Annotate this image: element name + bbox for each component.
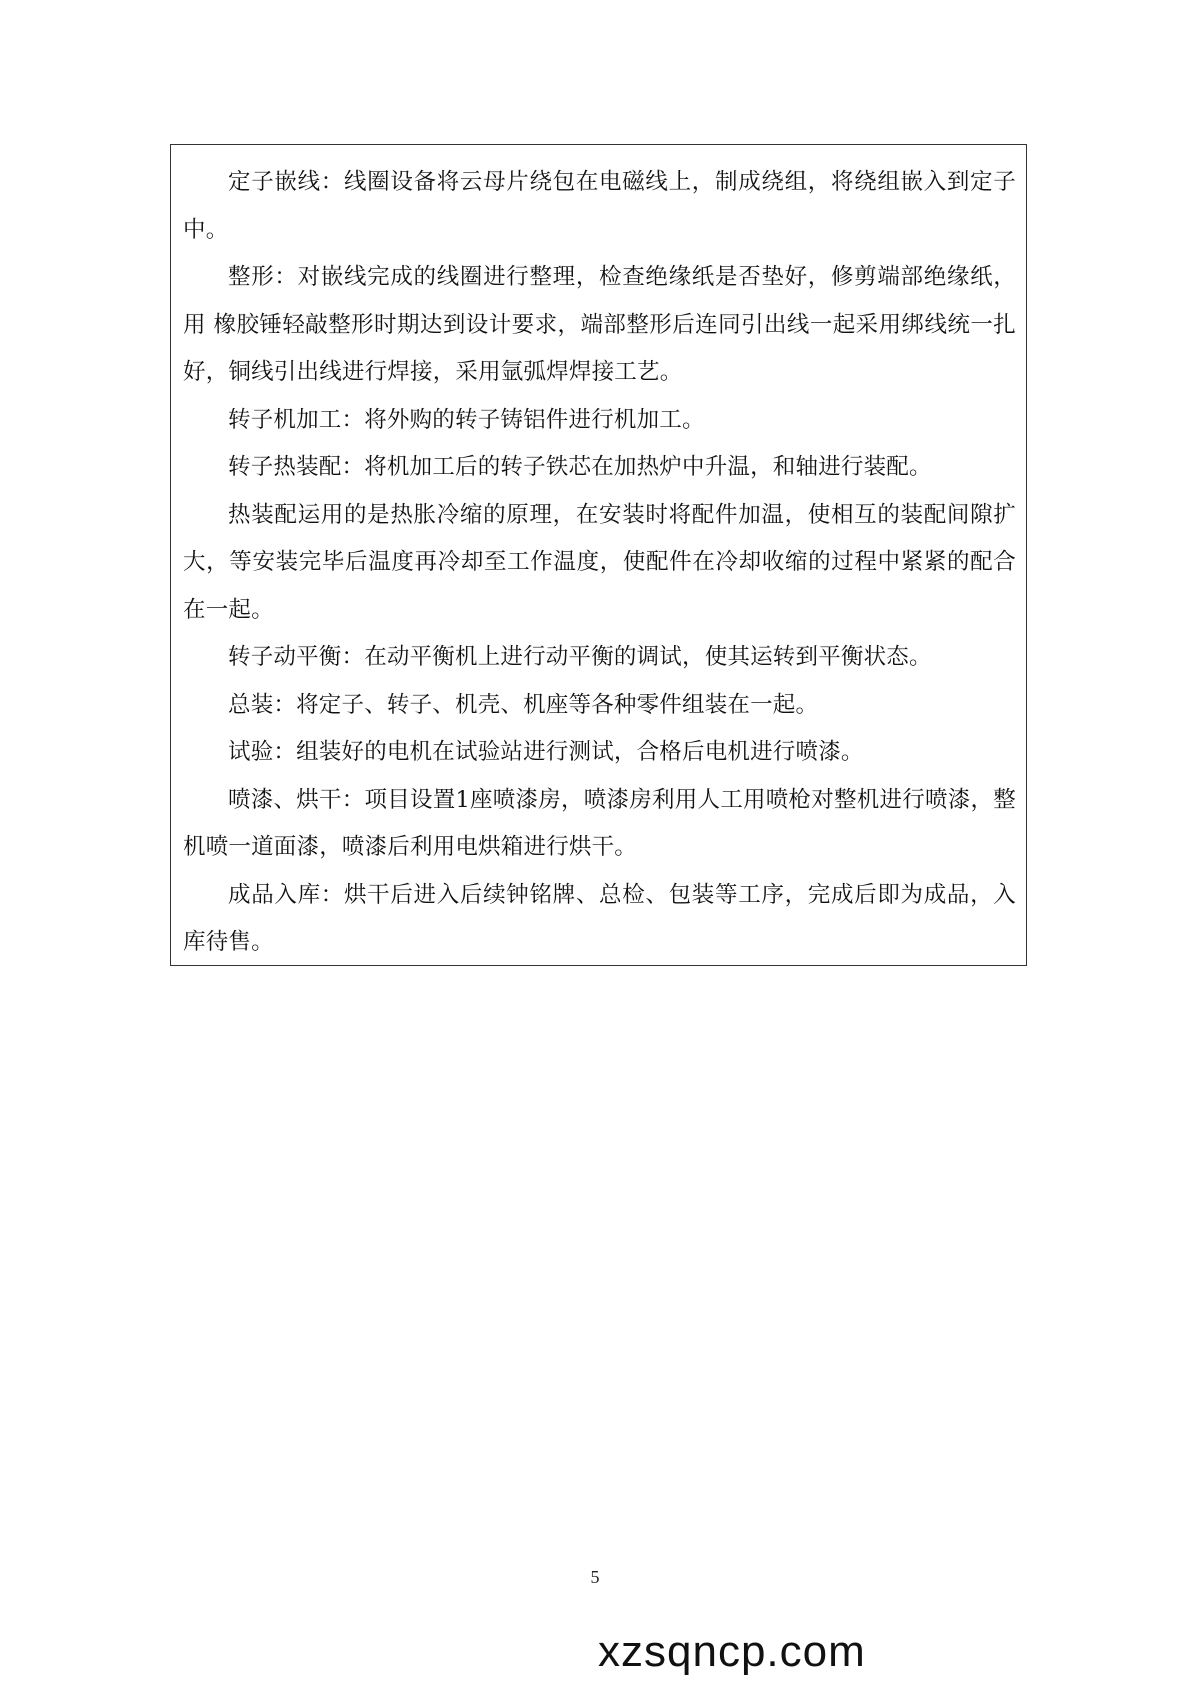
paragraph-hot-assembly-principle: 热装配运用的是热胀冷缩的原理，在安装时将配件加温，使相互的装配间隙扩大，等安装完毕后温度再冷却至工作温度，使配件在冷却收缩的过程中紧紧的配合在一起。 (183, 501, 1016, 623)
paragraph-rotor-machining: 转子机加工：将外购的转子铸铝件进行机加工。 (228, 406, 705, 433)
paragraph-rotor-balancing: 转子动平衡：在动平衡机上进行动平衡的调试，使其运转到平衡状态。 (228, 644, 932, 670)
page-number: 5 (590, 1567, 600, 1587)
paragraph-shaping: 整形：对嵌线完成的线圈进行整理，检查绝缘纸是否垫好，修剪端部绝缘纸，用 橡胶锤轻敲整形时期达到设计要求，端部整形后连同引出线一起采用绑线统一扎好，铜线引出线进行焊接，采用氩弧焊焊接工艺。 (183, 264, 1016, 385)
paragraph-warehousing: 成品入库：烘干后进入后续钟铭牌、总检、包装等工序，完成后即为成品，入库待售。 (183, 881, 1016, 955)
paragraph-rotor-hot-assembly: 转子热装配：将机加工后的转子铁芯在加热炉中升温，和轴进行装配。 (228, 454, 932, 480)
watermark-text: xzsqncp.com (598, 1627, 866, 1676)
paragraph-testing: 试验：组装好的电机在试验站进行测试，合格后电机进行喷漆。 (228, 739, 864, 765)
paragraph-stator-winding: 定子嵌线：线圈设备将云母片绕包在电磁线上，制成绕组，将绕组嵌入到定子中。 (183, 169, 1016, 243)
paragraph-painting-drying: 喷漆、烘干：项目设置1座喷漆房，喷漆房利用人工用喷枪对整机进行喷漆，整机喷一道面漆，喷漆后利用电烘箱进行烘干。 (183, 786, 1016, 860)
paragraph-final-assembly: 总装：将定子、转子、机壳、机座等各种零件组装在一起。 (228, 691, 819, 718)
process-description-box (170, 144, 1027, 966)
